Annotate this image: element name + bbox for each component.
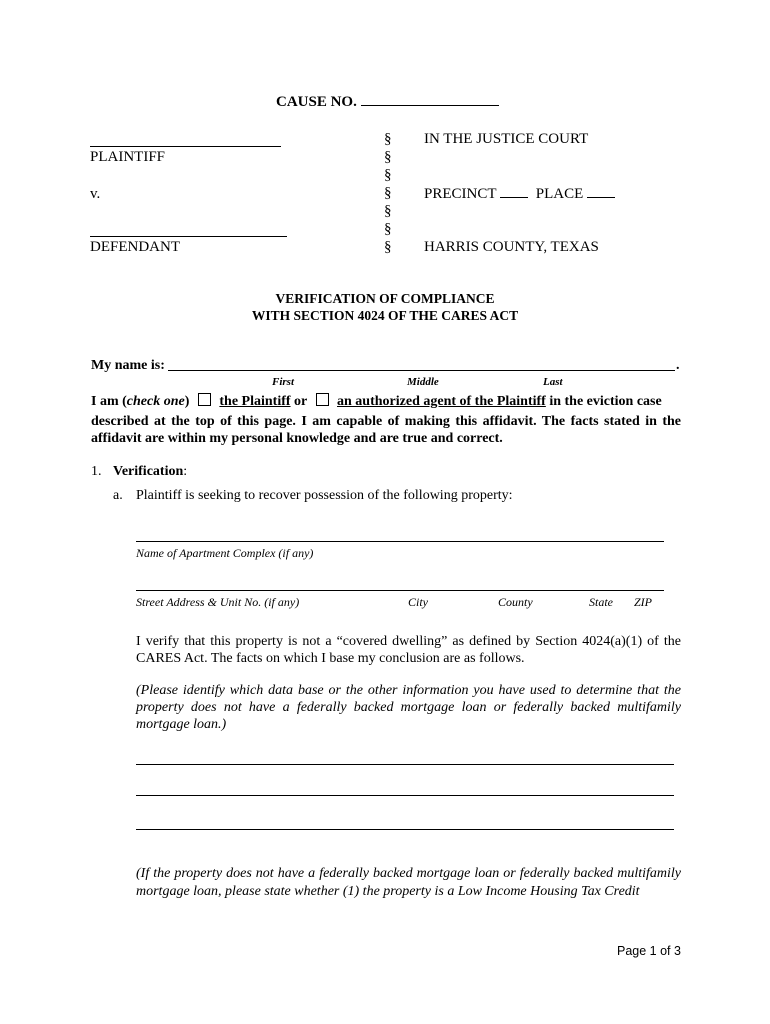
facts-answer-line[interactable] (136, 829, 674, 830)
apartment-name-caption: Name of Apartment Complex (if any) (136, 546, 314, 560)
page-number: Page 1 of 3 (617, 944, 681, 958)
verify-statement: I verify that this property is not a “covered dwelling” as defined by Section 4024(a)(1) of the CARES Act. The facts on which I base my conclusion are as follows. (136, 634, 681, 666)
verification-heading (113, 464, 187, 480)
defendant-label: DEFENDANT (90, 239, 180, 255)
item-a-label: a. (113, 488, 123, 503)
cause-number-blank[interactable] (361, 93, 499, 106)
section-symbol: § (384, 221, 392, 237)
verification-heading-text: Verification (113, 464, 184, 479)
precinct-label: PRECINCT (424, 186, 497, 202)
section-symbol: § (384, 203, 392, 219)
capacity-prefix: I am ( (91, 394, 127, 409)
capacity-suffix: in the eviction case (549, 394, 662, 409)
precinct-blank[interactable] (500, 185, 528, 198)
city-caption: City (408, 595, 428, 609)
verification-heading-colon: : (183, 464, 188, 479)
item-a-text: Plaintiff is seeking to recover possession of the following property: (136, 488, 513, 503)
place-blank[interactable] (587, 185, 615, 198)
lihtc-instruction: (If the property does not have a federally backed mortgage loan or federally backed multifamily mortgage loan, please state whether (1) the property is a Low Income Housing Tax Credit (136, 866, 681, 899)
zip-caption: ZIP (634, 595, 652, 609)
agent-checkbox[interactable] (316, 393, 329, 406)
agent-option-text: an authorized agent of the Plaintiff (337, 394, 546, 409)
section-number: 1. (91, 464, 102, 479)
middle-name-caption: Middle (407, 376, 439, 388)
state-caption: State (589, 595, 613, 609)
name-end-period: . (676, 358, 680, 373)
document-title-line2: WITH SECTION 4024 OF THE CARES ACT (251, 308, 519, 323)
capacity-line (91, 393, 662, 410)
section-symbol: § (384, 239, 392, 255)
section-symbol: § (384, 149, 392, 165)
last-name-caption: Last (543, 376, 563, 388)
database-instruction: (Please identify which data base or the other information you have used to determine that the property does not have a federally backed mortgage loan or federally backed multifamily mortgage loan.) (136, 683, 681, 732)
section-symbol: § (384, 167, 392, 183)
facts-answer-line[interactable] (136, 764, 674, 765)
capacity-continuation: described at the top of this page. I am capable of making this affidavit. The facts stated in the affidavit are within my personal knowledge and are true and correct. (91, 414, 681, 446)
plaintiff-label: PLAINTIFF (90, 149, 166, 165)
defendant-name-line[interactable] (90, 236, 287, 237)
name-input-line[interactable] (168, 370, 675, 371)
address-line[interactable] (136, 590, 664, 591)
court-name: IN THE JUSTICE COURT (424, 131, 589, 147)
or-text: or (294, 394, 308, 409)
plaintiff-option-text: the Plaintiff (219, 394, 291, 409)
address-caption: Street Address & Unit No. (if any) (136, 595, 300, 609)
cause-label: CAUSE NO. (276, 94, 357, 110)
plaintiff-checkbox[interactable] (198, 393, 211, 406)
section-symbol: § (384, 185, 392, 201)
versus-label: v. (90, 186, 101, 202)
first-name-caption: First (272, 376, 295, 388)
document-title-line1: VERIFICATION OF COMPLIANCE (275, 291, 495, 306)
precinct-place (424, 185, 615, 203)
place-label: PLACE (535, 186, 584, 202)
cause-number (276, 93, 499, 111)
apartment-name-line[interactable] (136, 541, 664, 542)
check-one-text: check one (126, 394, 185, 409)
capacity-close-paren: ) (184, 394, 190, 409)
plaintiff-name-line[interactable] (90, 146, 281, 147)
county-name: HARRIS COUNTY, TEXAS (424, 239, 599, 255)
facts-answer-line[interactable] (136, 795, 674, 796)
section-symbol: § (384, 131, 392, 147)
county-caption: County (498, 595, 533, 609)
name-label: My name is: (91, 358, 165, 373)
